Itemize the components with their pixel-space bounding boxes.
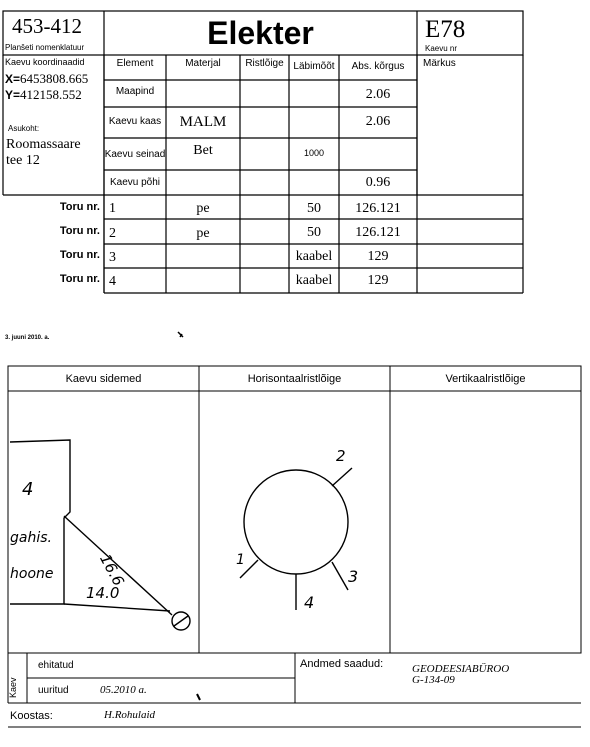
toru-label: Toru nr. <box>59 201 100 213</box>
toru-labimoot: kaabel <box>295 273 333 288</box>
y-label: Y= <box>5 88 21 102</box>
sketch-header-sidemed: Kaevu sidemed <box>65 373 142 385</box>
toru-nr: 3 <box>109 250 116 265</box>
toru-nr: 1 <box>109 201 116 216</box>
horizontal-distance-line <box>64 604 170 611</box>
building-word1-label: gahis. <box>10 530 52 546</box>
row-element: Kaevu seinad <box>104 149 166 160</box>
col-header-markus: Märkus <box>423 58 456 69</box>
toru-label: Toru nr. <box>59 249 100 261</box>
toru-abs: 129 <box>367 273 389 288</box>
toru-labimoot: 50 <box>307 225 321 240</box>
row-labimoot: 1000 <box>303 148 325 158</box>
pipe-2-label: 2 <box>336 447 346 465</box>
ehitatud-label: ehitatud <box>38 660 74 671</box>
kaev-label: Kaev <box>8 677 18 698</box>
stray-mark <box>194 692 204 702</box>
row-element: Kaevu kaas <box>108 116 162 127</box>
toru-label: Toru nr. <box>59 273 100 285</box>
nomenklatuur-value: 453-412 <box>12 14 82 38</box>
col-header-ristloige: Ristlõige <box>245 58 284 69</box>
toru-abs: 129 <box>367 249 389 264</box>
pipe-2-line <box>332 468 352 486</box>
toru-labimoot: 50 <box>307 201 321 216</box>
sketch-header-horisontaal: Horisontaalristlõige <box>247 373 342 385</box>
koostas-label: Koostas: <box>10 710 53 722</box>
koostas-value: H.Rohulaid <box>104 709 156 721</box>
row-abs: 0.96 <box>365 175 391 190</box>
pipe-3-line <box>332 562 348 590</box>
asukoht-label: Asukoht: <box>8 124 40 133</box>
toru-nr: 4 <box>109 274 116 289</box>
toru-labimoot: kaabel <box>295 249 333 264</box>
toru-label: Toru nr. <box>59 225 100 237</box>
x-value: 6453808.665 <box>20 71 89 86</box>
asukoht-line2: tee 12 <box>6 153 40 168</box>
diagonal-distance-label: 16.6 <box>96 551 128 589</box>
nomenklatuur-label: Planšeti nomenklatuur <box>5 43 85 52</box>
row-materjal: MALM <box>179 114 227 130</box>
row-abs: 2.06 <box>365 114 391 129</box>
manhole-symbol-line <box>174 616 188 626</box>
andmed-label: Andmed saadud: <box>300 658 384 670</box>
date-stamp: 3. juuni 2010. a. <box>5 335 50 341</box>
andmed-value-line1: GEODEESIABÜROO <box>412 663 510 675</box>
pipe-1-label: 1 <box>236 552 245 568</box>
horizontal-distance-label: 14.0 <box>86 584 120 602</box>
page-title: Elekter <box>207 15 314 51</box>
horisontaal-sketch <box>240 468 352 610</box>
sketch-header-vertikaal: Vertikaalristlõige <box>445 373 526 385</box>
uuritud-label: uuritud <box>38 685 69 696</box>
row-abs: 2.06 <box>365 87 391 102</box>
col-header-element: Element <box>116 58 154 69</box>
col-header-labimoot: Läbimõõt <box>293 61 335 72</box>
row-element: Maapind <box>115 86 155 97</box>
toru-materjal: pe <box>196 201 210 216</box>
pipe-3-label: 3 <box>348 567 359 586</box>
coords-label: Kaevu koordinaadid <box>5 57 85 67</box>
andmed-value-line2: G-134-09 <box>412 674 455 686</box>
asukoht-line1: Roomassaare <box>6 137 81 152</box>
toru-abs: 126.121 <box>355 201 401 216</box>
uuritud-value: 05.2010 a. <box>100 684 147 696</box>
kaevu-nr-label: Kaevu nr <box>425 44 458 53</box>
y-value: 412158.552 <box>20 87 82 102</box>
building-number-label: 4 <box>22 479 34 500</box>
pipe-4-label: 4 <box>304 593 315 612</box>
row-materjal: Bet <box>193 143 213 158</box>
toru-materjal: pe <box>196 226 210 241</box>
x-label: X= <box>5 72 21 86</box>
row-element: Kaevu põhi <box>109 177 161 188</box>
building-word2-label: hoone <box>10 566 54 582</box>
col-header-abs-korgus: Abs. kõrgus <box>351 61 405 72</box>
col-header-materjal: Materjal <box>185 58 221 69</box>
toru-abs: 126.121 <box>355 225 401 240</box>
toru-nr: 2 <box>109 226 116 241</box>
kaevu-nr-value: E78 <box>425 16 466 43</box>
